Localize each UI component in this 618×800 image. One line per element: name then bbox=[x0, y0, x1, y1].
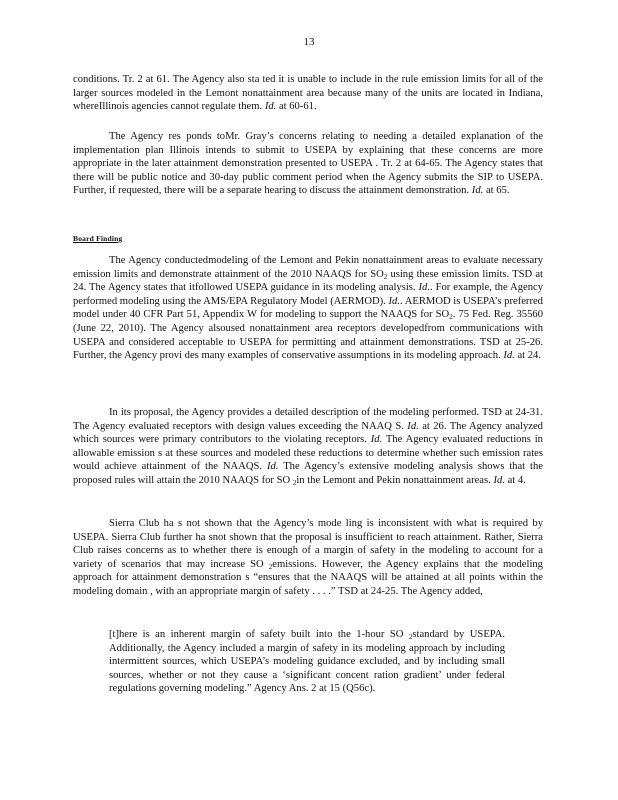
paragraph-modeling: The Agency conductedmodeling of the Lemont and Pekin nonattainment areas to evaluate necessary emission limits and demonstrate attainment of the 2010 NAAQS for $SO_2$ using these emission limits. TSD at 24. The Agency states that itfollowed USEPA guidance in its modeling analysis. Id.. For example, the Agency performed modeling using the AMS/EPA Regulatory Model (AERMOD). Id.. AERMOD is USEPA’s preferred model under 40 CFR Part 51, Appendix W for modeling to support the NAAQS for $SO_2$. 75 Fed. Reg. 35560 (June 22, 2010). The Agency alsoused nonattainment area receptors developedfrom communications with USEPA and considered acceptable to USEPA for permitting and attainment demonstrations. TSD at 25-26. Further, the Agency provi des many examples of conservative assumptions in its modeling approach. Id. at 24. bbox=[73, 255, 543, 362]
paragraph-proposal: In its proposal, the Agency provides a detailed description of the modeling performed. TSD at 24-31. The Agency evaluated receptors with design values exceeding the NAAQ S. Id. at 26. The Agency analyzed which sources were primary contributors to the violating receptors. Id. The Agency evaluated reductions in allowable emission s at these sources and modeled these reductions to determine whether such emission rates would achieve attainment of the NAAQS. Id. The Agency’s extensive modeling analysis shows that the proposed rules will attain the 2010 NAAQS for SO $_2$in the Lemont and Pekin nonattainment areas. Id. at 4. bbox=[73, 407, 543, 487]
section-heading: Board Finding bbox=[73, 234, 123, 243]
paragraph-continuation: conditions. Tr. 2 at 61. The Agency also sta ted it is unable to include in the rule emission limits for all of the larger sources modeled in the Lemont nonattainment area because many of the units are located in Indiana, whereIllinois agencies cannot regulate them. Id. at 60-61. bbox=[73, 74, 543, 113]
page-number: 13 bbox=[303, 36, 315, 48]
block-quote: [t]here is an inherent margin of safety built into the 1-hour SO $_2$standard by USEPA. Additionally, the Agency included a margin of safety in its modeling approach by including intermittent sources, which USEPA’s modeling guidance excluded, and by including small sources, whether or not they cause a ‘significant concent ration gradient’ under federal regulations governing modeling.” Agency Ans. 2 at 15 (Q56c). bbox=[109, 629, 506, 695]
paragraph-sierra-club: Sierra Club ha s not shown that the Agency’s mode ling is inconsistent with what is required by USEPA. Sierra Club further ha snot shown that the proposal is insufficient to reach attainment. Rather, Sierra Club raises concerns as to whether there is enough of a margin of safety in the modeling to account for a variety of scenarios that may increase SO $_2$emissions. However, the Agency explains that the modeling approach for attainment demonstration s “ensures that the NAAQS will be attained at all points within the modeling domain , with an appropriate margin of safety . . . .” TSD at 24-25. The Agency added, bbox=[73, 518, 543, 597]
paragraph-agency-response: The Agency res ponds toMr. Gray’s concerns relating to needing a detailed explanation of the implementation plan Illinois intends to submit to USEPA by explaining that these concerns are more appropriate in the later attainment demonstration presented to USEPA . Tr. 2 at 64-65. The Agency states that there will be public notice and 30-day public comment period when the Agency submits the SIP to USEPA. Further, if requested, there will be a separate hearing to discuss the attainment demonstration. Id. at 65. bbox=[73, 131, 543, 197]
